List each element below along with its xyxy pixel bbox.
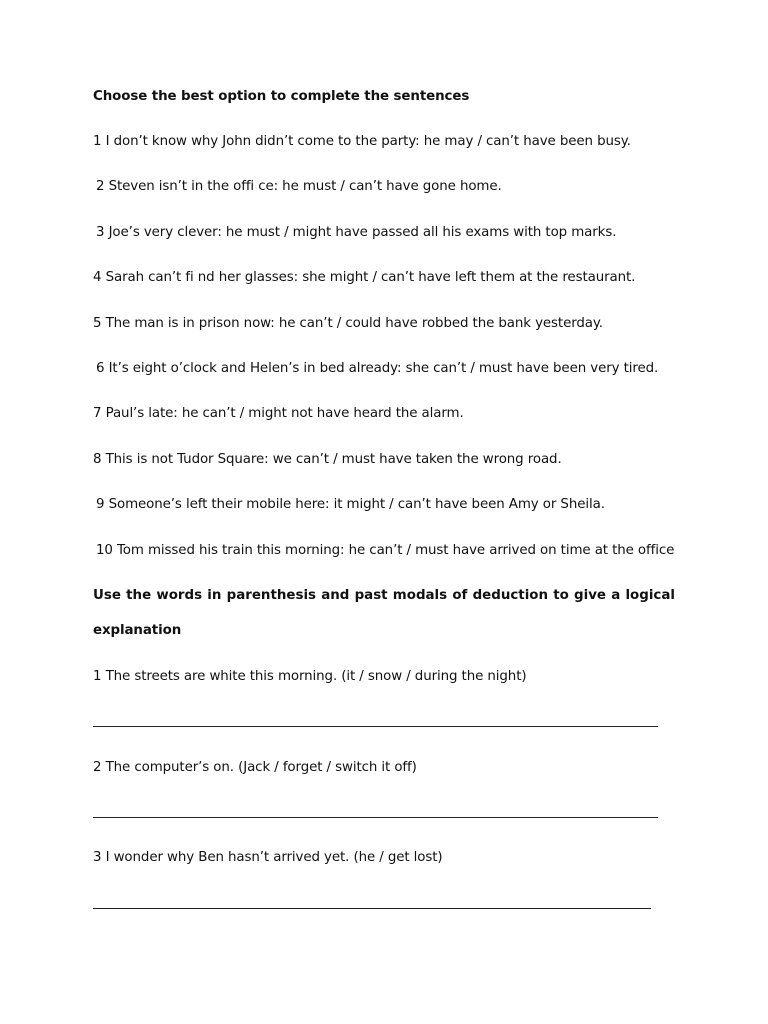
answer-line-2[interactable] <box>93 817 658 818</box>
sentence-2: 2 Steven isn’t in the offi ce: he must / can’t have gone home. <box>96 179 502 194</box>
sentence-10: 10 Tom missed his train this morning: he can’t / must have arrived on time at the office <box>96 543 675 558</box>
answer-line-3[interactable] <box>93 908 651 909</box>
exercise-2: 2 The computer’s on. (Jack / forget / switch it off) <box>93 760 417 775</box>
answer-line-1[interactable] <box>93 726 658 727</box>
exercise-1: 1 The streets are white this morning. (it / snow / during the night) <box>93 669 527 684</box>
section2-title-line1: Use the words in parenthesis and past modals of deduction to give a logical <box>93 588 675 603</box>
sentence-7: 7 Paul’s late: he can’t / might not have heard the alarm. <box>93 406 464 421</box>
section1-title: Choose the best option to complete the sentences <box>93 89 470 104</box>
sentence-3: 3 Joe’s very clever: he must / might have passed all his exams with top marks. <box>96 225 617 240</box>
sentence-8: 8 This is not Tudor Square: we can’t / must have taken the wrong road. <box>93 452 562 467</box>
sentence-5: 5 The man is in prison now: he can’t / could have robbed the bank yesterday. <box>93 316 603 331</box>
sentence-6: 6 It’s eight o’clock and Helen’s in bed already: she can’t / must have been very tired. <box>96 361 659 376</box>
section2-title-line2: explanation <box>93 623 182 638</box>
sentence-9: 9 Someone’s left their mobile here: it might / can’t have been Amy or Sheila. <box>96 497 605 512</box>
sentence-4: 4 Sarah can’t fi nd her glasses: she might / can’t have left them at the restaurant. <box>93 270 636 285</box>
sentence-1: 1 I don’t know why John didn’t come to the party: he may / can’t have been busy. <box>93 134 631 149</box>
exercise-3: 3 I wonder why Ben hasn’t arrived yet. (he / get lost) <box>93 850 443 865</box>
